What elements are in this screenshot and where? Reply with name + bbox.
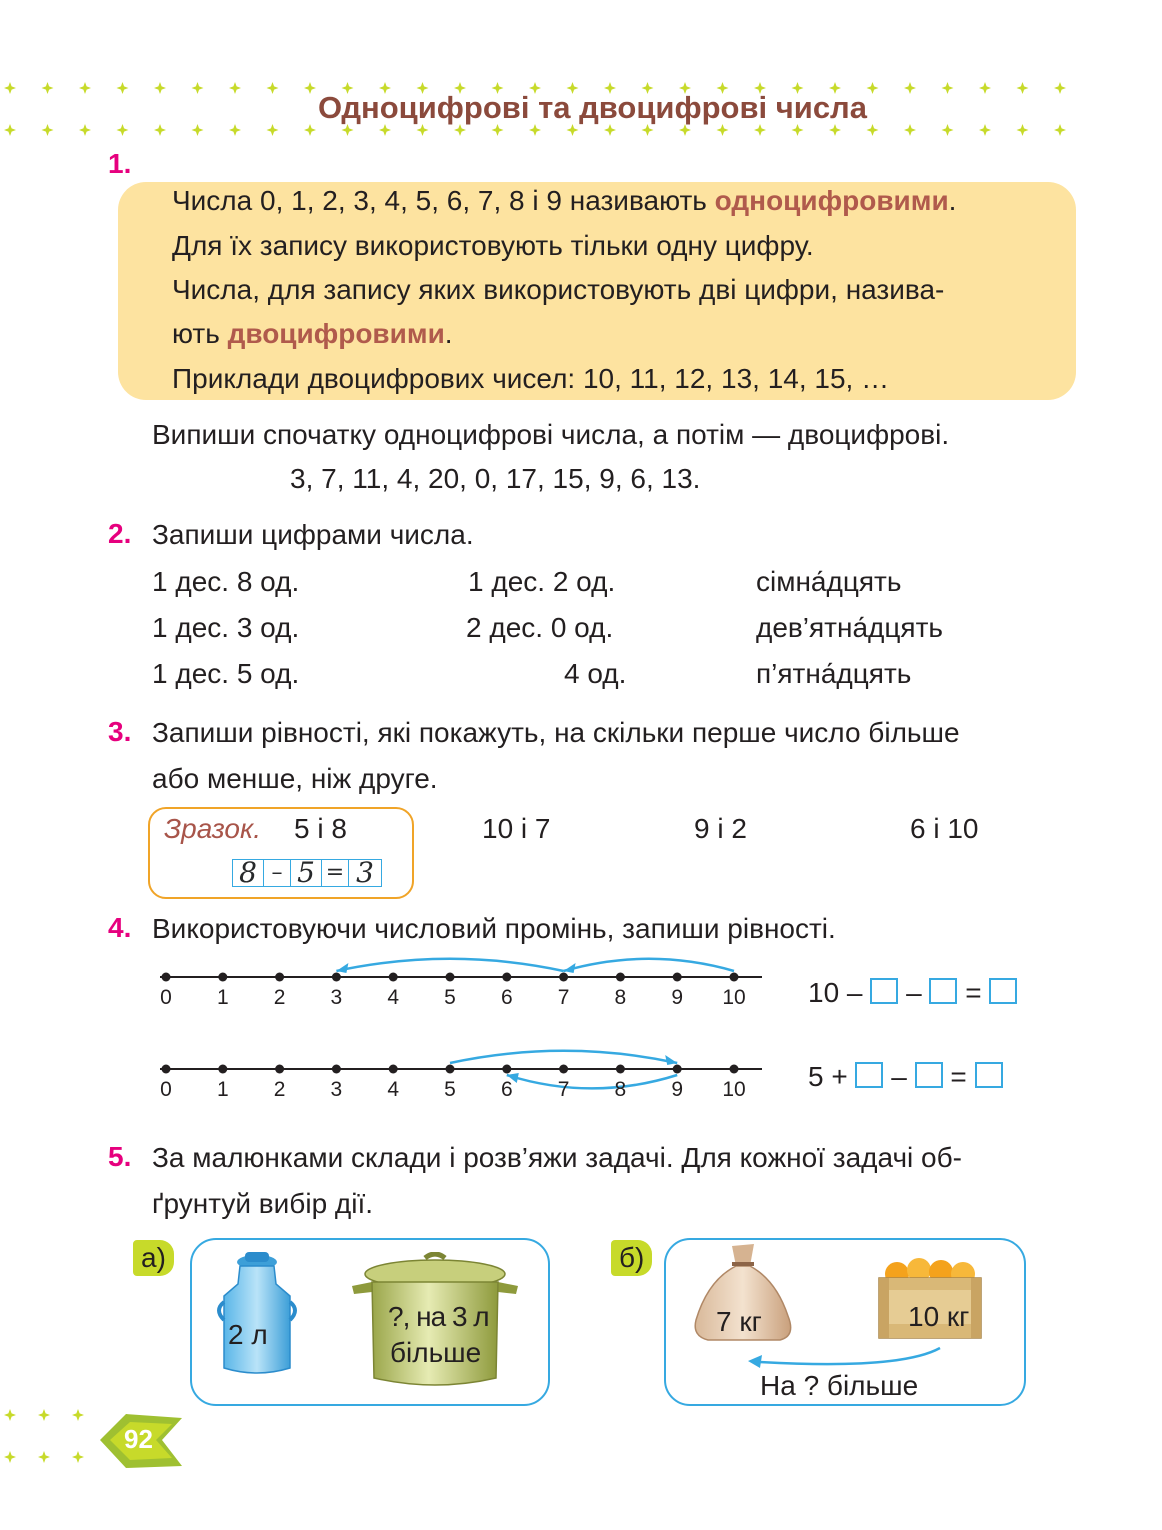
ray-tick-label: 8 [614,986,627,1009]
star-icon [942,82,954,94]
star-icon [4,1409,16,1421]
term-two-digit: двоцифровими [227,318,445,349]
task4-number: 4. [108,912,132,943]
task3-instruction-line-1: Запиши рівності, які покажуть, на скільки перше число більше [152,717,960,748]
ray-tick-label: 2 [273,986,286,1009]
ray-point [559,973,568,982]
ray-point [162,973,171,982]
star-icon [192,82,204,94]
jump-arc [450,1051,677,1063]
ray-point [446,1065,455,1074]
star-icon [867,82,879,94]
number-ray-1-ticks [150,986,780,1016]
info-line-4-start: ють [172,318,228,349]
ray-point [446,973,455,982]
ray-tick-label: 1 [216,1078,229,1101]
ray-point [332,1065,341,1074]
task2-item: 1 дес. 3 од. [152,612,300,643]
task3-pair: 6 і 10 [910,813,979,844]
star-icon [154,82,166,94]
picture-a-tag: а) [133,1240,174,1276]
star-icon [1054,82,1066,94]
task2-number: 2. [108,518,132,549]
star-icon [79,124,91,136]
sample-label: Зразок. [164,813,261,844]
ray-point [275,973,284,982]
star-icon [4,124,16,136]
task3-number: 3. [108,716,132,747]
answer-box[interactable] [989,978,1017,1004]
ray-point [730,973,739,982]
info-line-4 [172,317,453,351]
star-icon [4,1451,16,1463]
eq2-operator: – [891,1061,907,1092]
star-icon [192,124,204,136]
star-icon [79,82,91,94]
term-single-digit: одноцифровими [714,185,949,216]
star-icon [304,124,316,136]
task1-number: 1. [108,148,132,179]
star-icon [42,82,54,94]
ray-tick-label: 5 [444,1078,456,1101]
ray-point [502,973,511,982]
ray-point [218,973,227,982]
ray-tick-label: 3 [330,1078,343,1101]
task3-instruction-line-2: або менше, ніж друге. [152,763,438,794]
info-line-1-end: . [948,185,957,216]
ray-point [730,1065,739,1074]
ray-point [559,1065,568,1074]
ray-tick-label: 2 [273,1078,286,1101]
star-icon [942,124,954,136]
ray-tick-label: 0 [160,1078,172,1101]
task5-instruction-line-2: ґрунтуй вибір дії. [152,1188,374,1219]
ray-point [218,1065,227,1074]
sack-label: 7 кг [716,1306,762,1337]
task3-pair: 10 і 7 [482,813,551,844]
sample-equation-cells [232,856,382,889]
star-icon [38,1409,50,1421]
ray-point [275,1065,284,1074]
star-icon [229,82,241,94]
star-icon [1017,82,1029,94]
ray-tick-label: 9 [671,1078,684,1101]
ray-tick-label: 10 [722,986,746,1009]
info-line-1-start: Числа 0, 1, 2, 3, 4, 5, 6, 7, 8 і 9 називають [172,185,715,216]
eq2-start: 5 + [808,1061,848,1092]
page-number: 92 [124,1424,153,1454]
sample-cell: = [321,859,349,887]
sample-cell: 3 [348,859,382,887]
pot-label-line-1: ?, на 3 л [388,1301,489,1332]
ray-point [673,973,682,982]
ray-point [389,973,398,982]
star-icon [904,124,916,136]
task2-instruction: Запиши цифрами числа. [152,519,474,550]
milk-can-icon [212,1250,302,1380]
task1-instruction: Випиши спочатку одноцифрові числа, а потім — двоцифрові. [152,419,950,450]
can-label: 2 л [228,1319,268,1350]
task5-instruction-line-1: За малюнками склади і розв’яжи задачі. Для кожної задачі об- [152,1142,962,1173]
page-title: Одноцифрові та двоцифрові числа [318,90,867,125]
ray-tick-label: 6 [500,1078,513,1101]
star-icon [4,82,16,94]
jump-arc [564,959,734,971]
ray-point [332,973,341,982]
star-icon [304,82,316,94]
ray-point [673,1065,682,1074]
picture-b-tag: б) [611,1240,652,1276]
star-icon [867,124,879,136]
eq2-equals: = [950,1061,967,1092]
eq1-equals: = [965,977,982,1008]
info-line-3: Числа, для запису яких використовують дві цифри, назива- [172,274,945,305]
star-icon [38,1451,50,1463]
task2-item: 1 дес. 2 од. [468,566,616,597]
task2-item: п’ятна́дцять [756,658,912,689]
info-line-1 [172,184,956,218]
task3-pair: 9 і 2 [694,813,747,844]
task5-number: 5. [108,1141,132,1172]
ray-tick-label: 7 [557,1078,570,1101]
task2-item: дев’ятна́дцять [756,612,943,643]
star-icon [229,124,241,136]
ray-tick-label: 7 [557,986,570,1009]
answer-box[interactable] [855,1062,883,1088]
bottom-stars-decoration [0,1405,100,1475]
task2-item: 2 дес. 0 од. [466,612,614,643]
task2-item: сімна́дцять [756,566,902,597]
ray-tick-label: 3 [330,986,343,1009]
info-line-2: Для їх запису використовують тільки одну цифру. [172,230,814,261]
ray-point [616,1065,625,1074]
star-icon [1017,124,1029,136]
ray-point [502,1065,511,1074]
star-icon [904,82,916,94]
ray1-equation [808,976,1017,1010]
answer-box[interactable] [915,1062,943,1088]
ray-point [162,1065,171,1074]
star-icon [72,1451,84,1463]
ray-tick-label: 1 [216,986,229,1009]
star-icon [267,82,279,94]
ray-tick-label: 4 [387,1078,400,1101]
task2-item: 4 од. [564,658,627,689]
ray-tick-label: 6 [500,986,513,1009]
sample-cell: – [263,859,291,887]
star-icon [979,124,991,136]
ray2-equation [808,1060,1003,1094]
ray-tick-label: 8 [614,1078,627,1101]
star-icon [117,124,129,136]
ray-tick-label: 0 [160,986,172,1009]
star-icon [154,124,166,136]
crate-label: 10 кг [908,1301,970,1332]
star-icon [42,124,54,136]
task1-numbers: 3, 7, 11, 4, 20, 0, 17, 15, 9, 6, 13. [290,463,701,494]
eq1-start: 10 – [808,977,863,1008]
pot-label-line-2: більше [390,1337,482,1368]
ray-point [616,973,625,982]
star-icon [267,124,279,136]
number-ray-2-ticks [150,1078,780,1108]
question-label: На ? більше [760,1370,919,1401]
star-icon [1054,124,1066,136]
jump-arc [336,959,563,971]
star-icon [117,82,129,94]
task2-item: 1 дес. 5 од. [152,658,300,689]
task2-item: 1 дес. 8 од. [152,566,300,597]
ray-tick-label: 10 [722,1078,746,1101]
ray-tick-label: 9 [671,986,684,1009]
answer-box[interactable] [870,978,898,1004]
ray-tick-label: 5 [444,986,456,1009]
sample-cell: 8 [232,859,264,887]
answer-box[interactable] [929,978,957,1004]
ray-point [389,1065,398,1074]
task4-instruction: Використовуючи числовий промінь, запиши рівності. [152,913,836,944]
answer-box[interactable] [975,1062,1003,1088]
ray-tick-label: 4 [387,986,400,1009]
info-line-5: Приклади двоцифрових чисел: 10, 11, 12, 13, 14, 15, … [172,363,890,394]
star-icon [72,1409,84,1421]
star-icon [979,82,991,94]
info-line-4-end: . [444,318,453,349]
eq1-operator: – [906,977,922,1008]
sample-pair: 5 і 8 [294,813,347,844]
sample-cell: 5 [290,859,322,887]
